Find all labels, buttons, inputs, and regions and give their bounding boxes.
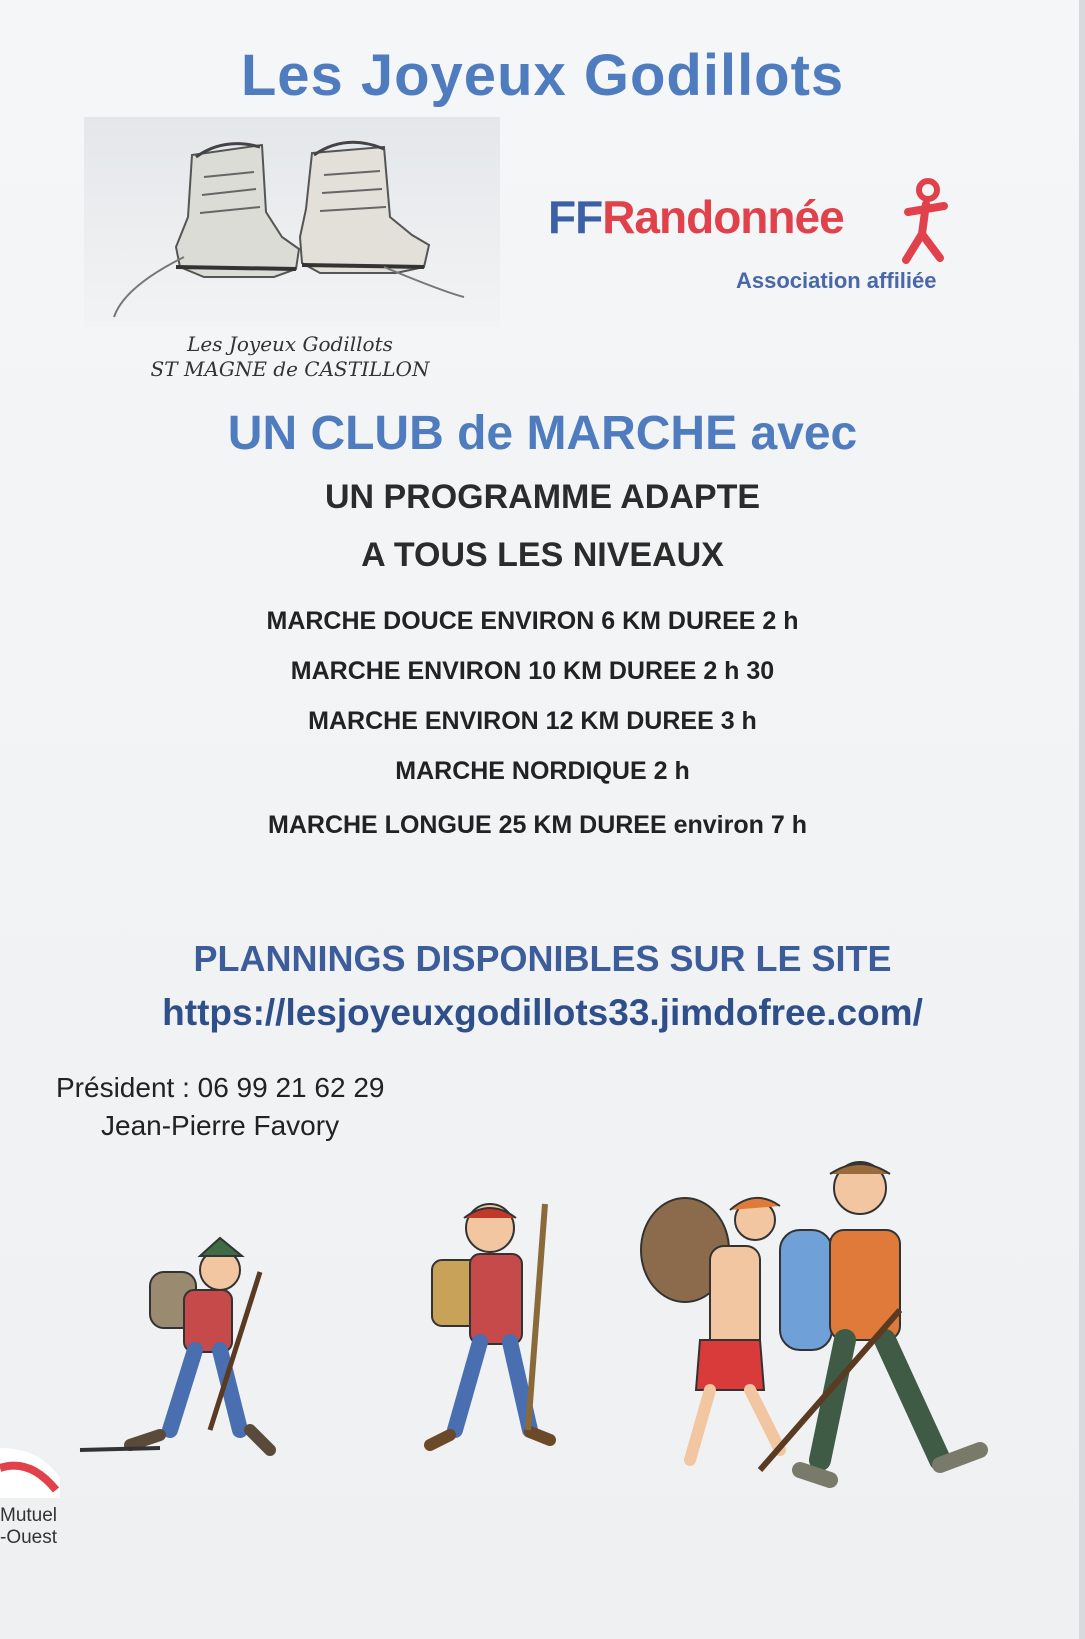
ffr-brand-ff: FF [548, 191, 603, 243]
sponsor-line2: -Ouest [0, 1527, 58, 1548]
programme-item: MARCHE DOUCE ENVIRON 6 KM DUREE 2 h [266, 607, 799, 635]
plannings-label: PLANNINGS DISPONIBLES SUR LE SITE [193, 938, 892, 979]
ffr-subtitle: Association affiliée [736, 268, 937, 293]
programme-item: MARCHE NORDIQUE 2 h [395, 757, 690, 785]
logo-caption-line2: ST MAGNE de CASTILLON [150, 357, 430, 381]
hiker-illustration [60, 1160, 1050, 1565]
flyer-title: Les Joyeux Godillots [240, 43, 845, 108]
boots-illustration [84, 117, 500, 327]
programme-item: MARCHE ENVIRON 12 KM DUREE 3 h [308, 707, 757, 735]
programme-item: MARCHE LONGUE 25 KM DUREE environ 7 h [268, 811, 807, 839]
sponsor-logo [0, 1438, 60, 1503]
programme-line2: A TOUS LES NIVEAUX [361, 536, 724, 574]
sponsor-text [0, 1505, 57, 1549]
website-link[interactable]: https://lesjoyeuxgodillots33.jimdofree.com/ [162, 992, 923, 1033]
logo-caption-line1: Les Joyeux Godillots [187, 332, 393, 356]
ffr-brand-rando: Randonnée [602, 191, 844, 243]
club-headline: UN CLUB de MARCHE avec [227, 407, 858, 460]
sponsor-line1: Mutuel [0, 1505, 58, 1526]
president-name: Jean-Pierre Favory [101, 1110, 340, 1141]
logo-caption [70, 332, 510, 382]
programme-item: MARCHE ENVIRON 10 KM DUREE 2 h 30 [290, 657, 775, 685]
ffrandonnee-walker-icon [896, 178, 956, 269]
president-phone: Président : 06 99 21 62 29 [56, 1072, 385, 1103]
ffrandonnee-logo [548, 190, 844, 244]
programme-line1: UN PROGRAMME ADAPTE [324, 478, 761, 516]
